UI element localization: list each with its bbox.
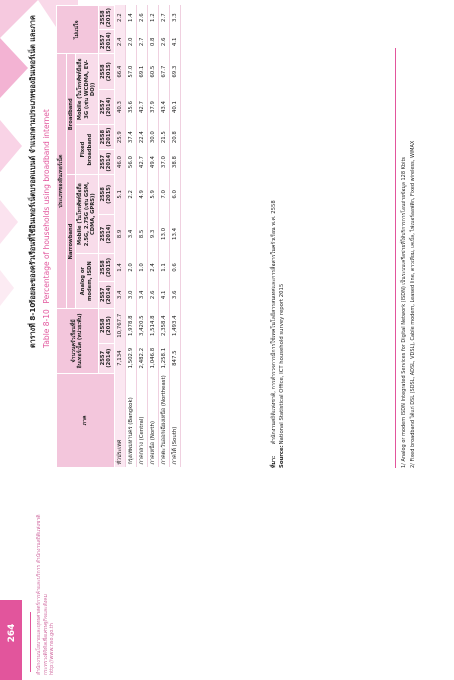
header-year: [98, 30, 114, 54]
table-cell: 2.6: [158, 30, 169, 54]
table-label-en: Table 8-10: [42, 309, 51, 348]
table-cell: 1,514.8: [147, 309, 158, 344]
table-cell: 13.0: [158, 214, 169, 254]
header-year-ce: (2014): [106, 97, 112, 117]
header-fixed: Fixed broadband: [76, 125, 99, 175]
table-row: [147, 6, 158, 468]
header-year-be: 2558: [99, 10, 106, 25]
header-year-ce: (2015): [106, 257, 112, 278]
source-en: National Statistical Office, ICT household survey report 2015: [279, 283, 286, 445]
table-cell: 4.1: [158, 281, 169, 308]
table-cell: 1.1: [158, 254, 169, 281]
table-cell: 43.4: [158, 89, 169, 124]
header-year-be: 2558: [99, 129, 106, 145]
table-cell: 0.6: [169, 254, 180, 281]
table-cell: 1.0: [136, 254, 147, 281]
table-cell: 66.4: [114, 54, 125, 89]
header-year-be: 2557: [99, 34, 106, 50]
header-analog: Analog or modem, ISDN: [76, 254, 99, 309]
row-region: ภาคกลาง (Central): [136, 373, 147, 467]
table-cell: 2.7: [158, 6, 169, 30]
table-cell: 3,420.5: [136, 309, 147, 344]
table-cell: 3.4: [136, 281, 147, 308]
source-th: สำนักงานสถิติแห่งชาติ, การสำรวจการมีการใช้เทคโนโลยีสารสนเทศและการสื่อสารในครัวเรือน พ.ศ. 2558: [271, 200, 277, 445]
table-cell: 69.3: [169, 54, 180, 89]
table-cell: 2.2: [114, 6, 125, 30]
header-year-be: 2557: [99, 154, 106, 170]
table-cell: 60.5: [147, 54, 158, 89]
source-en-label: Source:: [279, 445, 286, 468]
header-year-ce: (2014): [106, 285, 112, 305]
table-cell: 21.5: [158, 125, 169, 150]
row-region: ภาคเหนือ (North): [147, 373, 158, 467]
header-region: ภาค: [57, 373, 115, 467]
table-cell: 37.0: [158, 150, 169, 175]
table-cell: 42.7: [136, 89, 147, 124]
table-cell: 2.6: [136, 6, 147, 30]
footer-line2: กระทรวงดิจิทัลเพื่อเศรษฐกิจและสังคม: [42, 594, 49, 675]
header-unknown: ไม่แน่ใจ: [57, 6, 99, 54]
table-cell: 69.1: [136, 54, 147, 89]
broadband-table: [56, 5, 181, 468]
source-th-label: ที่มา:: [271, 455, 277, 468]
table-cell: 2,482.2: [136, 343, 147, 373]
table-cell: 7.0: [158, 175, 169, 215]
table-cell: 67.7: [158, 54, 169, 89]
header-year: [98, 343, 114, 373]
table-cell: 1,258.1: [158, 343, 169, 373]
table-cell: 40.3: [114, 89, 125, 124]
table-cell: 13.4: [169, 214, 180, 254]
footer: [36, 455, 56, 675]
table-cell: 3.0: [125, 281, 136, 308]
header-year-ce: (2015): [106, 62, 112, 82]
header-year-be: 2557: [99, 99, 106, 115]
table-row: [169, 6, 180, 468]
table-cell: 3.4: [114, 281, 125, 308]
table-cell: 46.0: [114, 150, 125, 175]
table-cell: 4.9: [136, 175, 147, 215]
header-year-ce: (2015): [106, 316, 112, 336]
table-row: [125, 6, 136, 468]
table-cell: 49.4: [147, 150, 158, 175]
footer-line1: สำนักงานนโยบายและยุทธศาสตร์การค้าและบริการ สำนักงานสถิติแห่งชาติ: [36, 514, 42, 675]
table-cell: 57.0: [125, 54, 136, 89]
header-year-be: 2557: [99, 287, 106, 303]
table-cell: 3.6: [169, 281, 180, 308]
notes-block: [400, 8, 417, 468]
table-cell: 1.2: [147, 6, 158, 30]
header-year: [98, 175, 114, 215]
row-region: กรุงเทพมหานคร (Bangkok): [125, 373, 136, 467]
header-internet-type: ประเภทของอินเทอร์เน็ต: [57, 54, 67, 309]
header-year: [98, 6, 114, 30]
header-year-ce: (2015): [106, 184, 112, 204]
header-year: [98, 54, 114, 89]
source-block: [270, 8, 287, 468]
header-year: [98, 125, 114, 150]
header-year: [98, 150, 114, 175]
table-row: [136, 6, 147, 468]
table-cell: 3.3: [169, 6, 180, 30]
table-cell: 37.4: [125, 125, 136, 150]
table-cell: 37.9: [147, 89, 158, 124]
table-row: [158, 6, 169, 468]
header-year-be: 2557: [99, 226, 106, 242]
table-cell: 5.9: [147, 175, 158, 215]
table-cell: 6.0: [169, 175, 180, 215]
header-year: [98, 254, 114, 281]
table-title-th: ร้อยละของครัวเรือนที่ใช้อินเทอร์เน็ตบรอดแบนด์ จำแนกตามประเภทของอินเทอร์เน็ต และภาค: [28, 15, 37, 304]
table-cell: 9.3: [147, 214, 158, 254]
table-cell: 5.1: [114, 175, 125, 215]
row-region: ภาคใต้ (South): [169, 373, 180, 467]
table-cell: 0.8: [147, 30, 158, 54]
header-year-be: 2558: [99, 318, 106, 333]
table-cell: 1.4: [125, 6, 136, 30]
header-year-ce: (2014): [106, 32, 112, 52]
page-number: 264: [7, 623, 17, 643]
table-cell: 2,358.4: [158, 309, 169, 344]
table-cell: 7,134: [114, 343, 125, 373]
table-title-en: Percentage of households using broadband internet: [42, 109, 51, 304]
table-cell: 35.6: [125, 89, 136, 124]
header-year-be: 2558: [99, 187, 106, 202]
header-year-ce: (2014): [106, 224, 112, 244]
table-cell: 2.2: [125, 175, 136, 215]
table-row: [114, 6, 125, 468]
row-region: ภาคตะวันออกเฉียงเหนือ (Northeast): [158, 373, 169, 467]
header-year: [98, 89, 114, 124]
table-cell: 1,493.4: [169, 309, 180, 344]
header-year-ce: (2014): [106, 348, 112, 368]
table-label-th: ตารางที่ 8-10: [28, 302, 37, 348]
table-cell: 847.5: [169, 343, 180, 373]
table-cell: 4.1: [169, 30, 180, 54]
table-cell: 25.9: [114, 125, 125, 150]
table-cell: 1.4: [114, 254, 125, 281]
header-mobile-narrow: Mobile (ในโทรศัพท์มือถือ 2.5G, 2.75G (เช่น GSM, CDMA, GPRS)): [76, 175, 99, 254]
header-year-ce: (2015): [106, 8, 112, 28]
note-1: 1/ Analog or modem ISDN Integrated Services for Digital Network (ISDN) เป็นระบบเครือข่ายที่ให้บริการการโอนถ่ายข้อมูล 128 Kbits: [401, 156, 407, 468]
table-cell: 1,502.9: [125, 343, 136, 373]
header-mobile-broad: Mobile (ในโทรศัพท์มือถือ 3G (เช่น WCDMA, EV-DO)): [76, 54, 99, 125]
table-cell: 42.7: [136, 150, 147, 175]
table-cell: 20.8: [169, 125, 180, 150]
header-year: [98, 281, 114, 308]
table-cell: 2.4: [147, 254, 158, 281]
note-2: 2/ Fixed broadband ได้แก่ DSL (SDSL, ADSL, VDSL), Cable modem, Leased line, ดาวเทียม, เคเบิ้ล, ไฟเบอร์ออฟติก, Fixed wireless, WiMAX: [409, 140, 416, 468]
notes-divider: [395, 48, 396, 468]
table-cell: 3.4: [125, 214, 136, 254]
footer-url[interactable]: http://www.nso.go.th: [49, 623, 55, 675]
table-cell: 2.4: [114, 30, 125, 54]
table-cell: 2.6: [147, 281, 158, 308]
table-cell: 2.0: [125, 254, 136, 281]
table-cell: 8.5: [136, 214, 147, 254]
table-cell: 10,767.7: [114, 309, 125, 344]
table-cell: 38.8: [169, 150, 180, 175]
table-cell: 30.0: [147, 125, 158, 150]
header-households: จำนวนครัวเรือนที่มีอินเทอร์เน็ต (หน่วย:พัน): [57, 309, 99, 374]
header-year-ce: (2014): [106, 152, 112, 172]
table-cell: 56.0: [125, 150, 136, 175]
row-region: ทั่วประเทศ: [114, 373, 125, 467]
table-cell: 2.0: [125, 30, 136, 54]
header-year-be: 2558: [99, 260, 106, 275]
header-year-be: 2558: [99, 64, 106, 79]
header-year: [98, 309, 114, 344]
header-narrowband: Narrowband: [66, 175, 76, 309]
header-year-be: 2557: [99, 350, 106, 366]
header-year-ce: (2015): [106, 127, 112, 147]
table-cell: 1,046.8: [147, 343, 158, 373]
table-cell: 8.9: [114, 214, 125, 254]
header-broadband: Broadband: [66, 54, 76, 175]
table-cell: 1,978.8: [125, 309, 136, 344]
table-title-block: [28, 15, 51, 348]
header-year: [98, 214, 114, 254]
table-cell: 40.1: [169, 89, 180, 124]
table-cell: 2.7: [136, 30, 147, 54]
table-cell: 22.4: [136, 125, 147, 150]
